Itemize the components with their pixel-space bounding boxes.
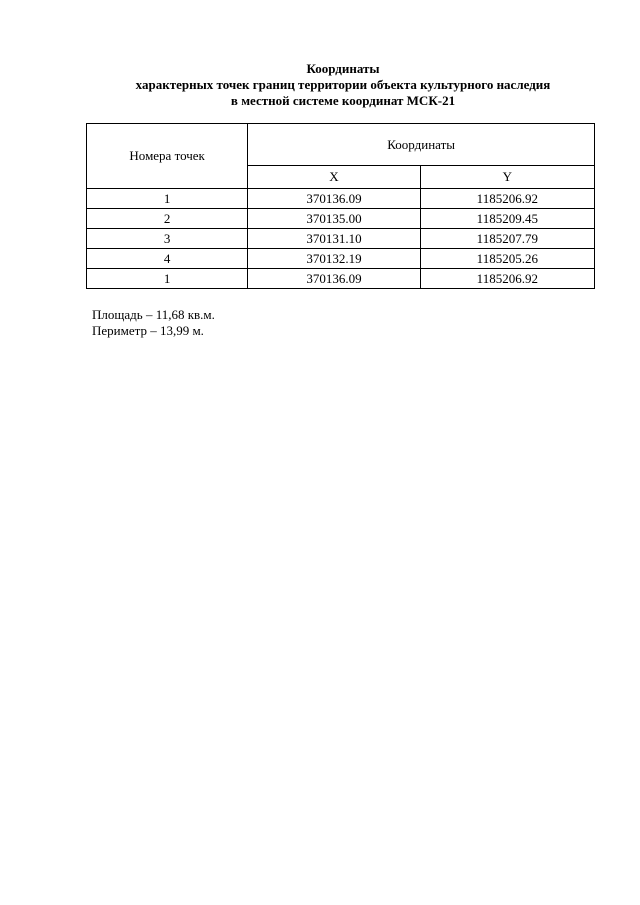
cell-point-number: 1 <box>87 189 248 209</box>
cell-x: 370132.19 <box>248 249 420 269</box>
title-line-3: в местной системе координат МСК-21 <box>230 93 456 108</box>
cell-point-number: 2 <box>87 209 248 229</box>
cell-point-number: 1 <box>87 269 248 289</box>
cell-x: 370131.10 <box>248 229 420 249</box>
header-y: Y <box>420 166 594 189</box>
cell-y: 1185205.26 <box>420 249 594 269</box>
table-header-row <box>87 124 595 166</box>
cell-y: 1185206.92 <box>420 189 594 209</box>
table-row <box>87 229 595 249</box>
title-line-1: Координаты <box>306 61 380 76</box>
table-row <box>87 249 595 269</box>
cell-x: 370136.09 <box>248 189 420 209</box>
cell-x: 370136.09 <box>248 269 420 289</box>
cell-y: 1185207.79 <box>420 229 594 249</box>
perimeter-text: Периметр – 13,99 м. <box>92 323 204 338</box>
cell-point-number: 3 <box>87 229 248 249</box>
table-row <box>87 269 595 289</box>
cell-y: 1185209.45 <box>420 209 594 229</box>
header-x: X <box>248 166 420 189</box>
header-point-numbers: Номера точек <box>87 124 248 189</box>
table-row <box>87 209 595 229</box>
cell-y: 1185206.92 <box>420 269 594 289</box>
cell-x: 370135.00 <box>248 209 420 229</box>
document-title <box>0 61 640 109</box>
title-line-2: характерных точек границ территории объекта культурного наследия <box>135 77 551 92</box>
document-footer <box>92 307 215 339</box>
cell-point-number: 4 <box>87 249 248 269</box>
area-text: Площадь – 11,68 кв.м. <box>92 307 215 322</box>
coordinates-table <box>86 123 595 289</box>
header-coordinates: Координаты <box>248 124 595 166</box>
table-row <box>87 189 595 209</box>
